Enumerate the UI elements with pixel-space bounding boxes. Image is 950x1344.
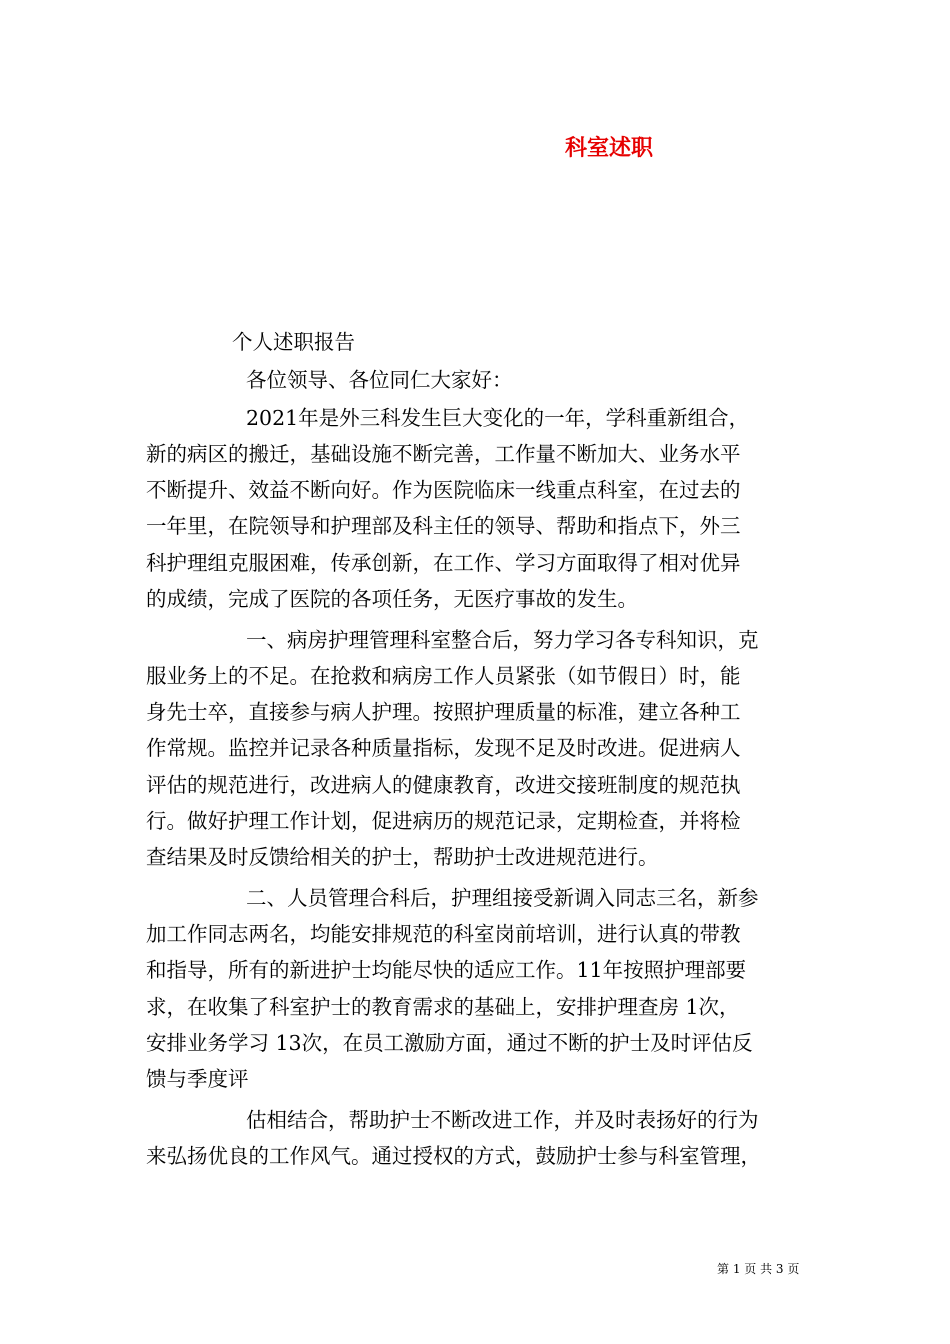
page-number-footer: 第 1 页 共 3 页	[717, 1262, 800, 1276]
paragraph-line: 一年里，在院领导和护理部及科主任的领导、帮助和指点下，外三	[146, 514, 741, 538]
paragraph-line: 馈与季度评	[146, 1067, 249, 1091]
paragraph-line: 来弘扬优良的工作风气。通过授权的方式，鼓励护士参与科室管理，	[146, 1144, 761, 1168]
paragraph-line: 科护理组克服困难，传承创新，在工作、学习方面取得了相对优异	[146, 551, 741, 575]
document-title: 科室述职	[565, 135, 654, 161]
paragraph-line: 查结果及时反馈给相关的护士，帮助护士改进规范进行。	[146, 845, 659, 869]
paragraph-line: 二、人员管理合科后，护理组接受新调入同志三名，新参	[246, 886, 759, 910]
paragraph-line: 2021年是外三科发生巨大变化的一年，学科重新组合，	[246, 406, 750, 430]
paragraph-line: 和指导，所有的新进护士均能尽快的适应工作。11年按照护理部要	[146, 958, 747, 982]
report-heading: 个人述职报告	[232, 330, 355, 354]
paragraph-line: 行。做好护理工作计划，促进病历的规范记录，定期检查，并将检	[146, 809, 741, 833]
paragraph-line: 求，在收集了科室护士的教育需求的基础上，安排护理查房 1次，	[146, 995, 740, 1019]
paragraph-line: 的成绩，完成了医院的各项任务，无医疗事故的发生。	[146, 587, 638, 611]
paragraph-line: 估相结合，帮助护士不断改进工作，并及时表扬好的行为	[246, 1108, 759, 1132]
paragraph-line: 一、病房护理管理科室整合后，努力学习各专科知识，克	[246, 628, 759, 652]
paragraph-line: 作常规。监控并记录各种质量指标，发现不足及时改进。促进病人	[146, 736, 741, 760]
paragraph-line: 新的病区的搬迁，基础设施不断完善，工作量不断加大、业务水平	[146, 442, 741, 466]
paragraph-line: 加工作同志两名，均能安排规范的科室岗前培训，进行认真的带教	[146, 922, 741, 946]
paragraph-line: 评估的规范进行，改进病人的健康教育，改进交接班制度的规范执	[146, 773, 741, 797]
paragraph-line: 服业务上的不足。在抢救和病房工作人员紧张（如节假日）时，能	[146, 664, 741, 688]
paragraph-line: 身先士卒，直接参与病人护理。按照护理质量的标准，建立各种工	[146, 700, 741, 724]
greeting-line: 各位领导、各位同仁大家好：	[246, 368, 513, 392]
paragraph-line: 不断提升、效益不断向好。作为医院临床一线重点科室，在过去的	[146, 478, 741, 502]
paragraph-line: 安排业务学习 13次，在员工激励方面，通过不断的护士及时评估反	[146, 1031, 753, 1055]
